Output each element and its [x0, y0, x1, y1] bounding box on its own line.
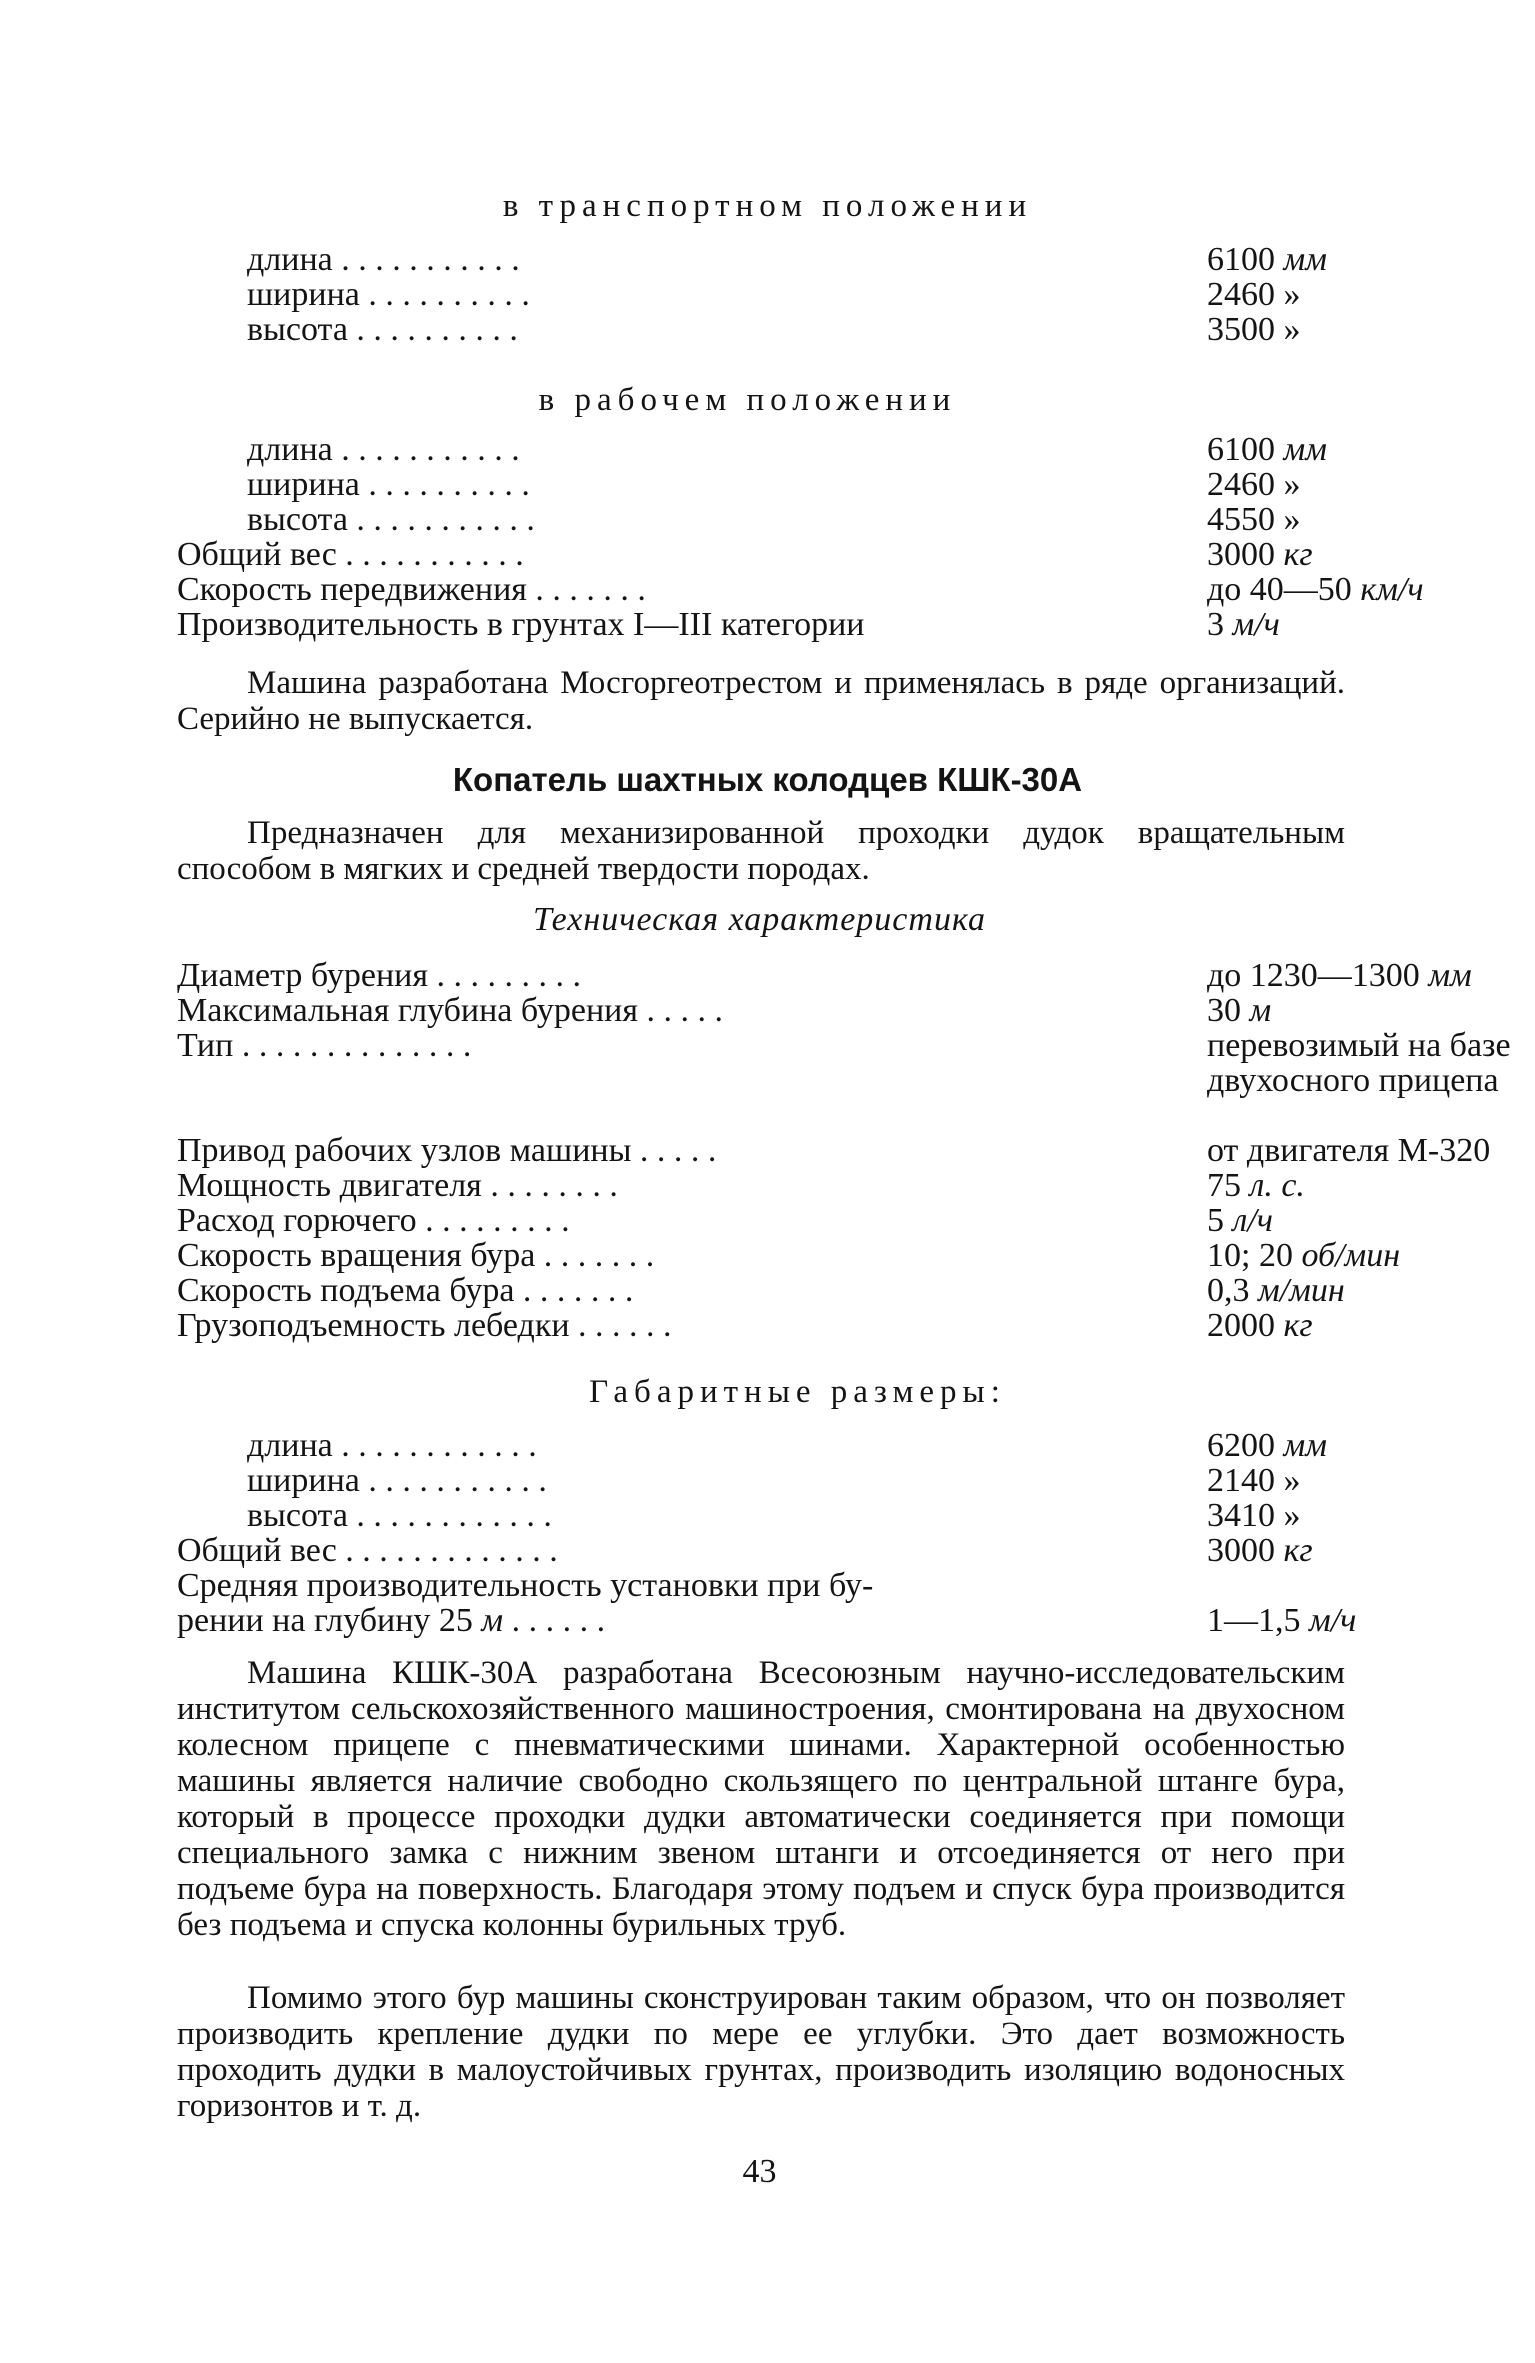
spec-label: высота . . . . . . . . . .: [247, 311, 518, 348]
spec-value: [1207, 1168, 1305, 1203]
spec-label: ширина . . . . . . . . . .: [247, 276, 530, 313]
tech-spec-list: [177, 957, 1511, 1344]
value-number: 6200: [1207, 1427, 1275, 1464]
value-unit: л/ч: [1232, 1202, 1273, 1239]
value-number: 1—1,5: [1207, 1602, 1301, 1639]
spec-value: [1207, 1308, 1313, 1343]
spec-row: [177, 1463, 1377, 1498]
value-unit: »: [1283, 466, 1301, 503]
value-unit: »: [1283, 311, 1301, 348]
value-unit: мм: [1428, 957, 1472, 994]
spec-label: Средняя производительность установки при бу-: [177, 1567, 874, 1604]
spec-label: длина . . . . . . . . . . .: [247, 431, 520, 468]
spec-value: [1207, 1273, 1345, 1308]
spec-label: Диаметр бурения . . . . . . . . .: [177, 957, 581, 994]
value-number: 30: [1207, 992, 1241, 1029]
value-unit: »: [1283, 276, 1301, 313]
spec-value: [1207, 1203, 1273, 1238]
spec-row: [177, 1027, 1511, 1133]
value-number: 10; 20: [1207, 1237, 1293, 1274]
value-number: 3410: [1207, 1497, 1275, 1534]
value-number: 2460: [1207, 276, 1275, 313]
value-number: до 1230—1300: [1207, 957, 1420, 994]
value-unit: кг: [1283, 1532, 1313, 1569]
spec-row: [177, 312, 1377, 347]
spec-row: [177, 502, 1377, 537]
page-number: 43: [742, 2153, 777, 2190]
value-unit: мм: [1283, 241, 1327, 278]
working-heading: в рабочем положении: [538, 382, 957, 418]
label-leader: . . . . . .: [503, 1602, 606, 1639]
spec-value: [1207, 572, 1424, 607]
value-number: до 40—50: [1207, 571, 1352, 608]
spec-label: Скорость подъема бура . . . . . . .: [177, 1272, 634, 1309]
value-number: 4550: [1207, 501, 1275, 538]
paragraph-origin: Машина разработана Мосгоргеотрестом и применялась в ряде организаций. Серийно не выпускается.: [177, 665, 1345, 737]
spec-label: Общий вес . . . . . . . . . . .: [177, 536, 524, 573]
spec-row: [177, 1533, 1377, 1568]
spec-row: [177, 1132, 1491, 1169]
spec-label: Максимальная глубина бурения . . . . .: [177, 992, 723, 1029]
spec-row: [177, 1168, 1377, 1203]
value-number: 2000: [1207, 1307, 1275, 1344]
spec-label: высота . . . . . . . . . . . .: [247, 1497, 552, 1534]
paragraph-purpose: Предназначен для механизированной проходки дудок вращательным способом в мягких и средней твердости породах.: [177, 815, 1345, 887]
spec-label: Общий вес . . . . . . . . . . . . .: [177, 1532, 558, 1569]
section-title: Копатель шахтных колодцев КШК-30А: [452, 761, 1083, 798]
spec-label: Скорость вращения бура . . . . . . .: [177, 1237, 655, 1274]
spec-label: длина . . . . . . . . . . .: [247, 241, 520, 278]
value-unit: кг: [1283, 1307, 1313, 1344]
value-unit: км/ч: [1360, 571, 1424, 608]
value-unit: мм: [1283, 431, 1327, 468]
value-number: 6100: [1207, 431, 1275, 468]
label-unit: м: [481, 1602, 504, 1639]
value-number: 2460: [1207, 466, 1275, 503]
spec-row: [177, 571, 1424, 608]
spec-label: Производительность в грунтах I—III категории: [177, 606, 865, 643]
transport-spec-list: [177, 242, 1377, 347]
value-number: 3: [1207, 606, 1224, 643]
spec-label: длина . . . . . . . . . . . .: [247, 1427, 537, 1464]
spec-row: [177, 467, 1377, 502]
value-number: 75: [1207, 1167, 1241, 1204]
spec-label: ширина . . . . . . . . . .: [247, 466, 530, 503]
spec-row: [177, 1568, 1377, 1603]
spec-row: [177, 993, 1377, 1028]
spec-row: [177, 607, 1377, 642]
spec-row: [177, 432, 1377, 467]
spec-value: [1207, 432, 1327, 467]
spec-value: [1207, 958, 1472, 993]
spec-row: [177, 242, 1377, 277]
spec-value: перевозимый на базе двухосного прицепа: [1207, 1027, 1511, 1099]
spec-row: [177, 1428, 1377, 1463]
spec-label: Тип . . . . . . . . . . . . . .: [177, 1027, 472, 1064]
value-unit: кг: [1283, 536, 1313, 573]
spec-row: [177, 1237, 1401, 1274]
spec-value: [1207, 277, 1301, 312]
spec-value: [1207, 242, 1327, 277]
spec-label: Привод рабочих узлов машины . . . . .: [177, 1132, 717, 1169]
dimensions-heading: Габаритные размеры:: [589, 1374, 1006, 1410]
value-unit: м/ч: [1232, 606, 1280, 643]
value-unit: об/мин: [1301, 1237, 1401, 1274]
value-unit: »: [1283, 1497, 1301, 1534]
spec-row: [177, 1603, 1377, 1638]
value-unit: мм: [1283, 1427, 1327, 1464]
spec-label: [177, 1603, 605, 1638]
value-unit: м: [1249, 992, 1272, 1029]
spec-value: [1207, 1603, 1356, 1638]
spec-value: [1207, 502, 1301, 537]
spec-row: [177, 1273, 1377, 1308]
spec-label: Мощность двигателя . . . . . . . .: [177, 1167, 618, 1204]
spec-value: [1207, 1463, 1301, 1498]
spec-value: [1207, 467, 1301, 502]
spec-label: высота . . . . . . . . . . .: [247, 501, 535, 538]
value-unit: л. с.: [1249, 1167, 1305, 1204]
value-number: 3000: [1207, 536, 1275, 573]
spec-value: [1207, 993, 1271, 1028]
spec-row: [177, 1498, 1377, 1533]
spec-label: ширина . . . . . . . . . . .: [247, 1462, 547, 1499]
label-text: рении на глубину 25: [177, 1602, 473, 1639]
spec-label: Скорость передвижения . . . . . . .: [177, 571, 646, 608]
value-number: 2140: [1207, 1462, 1275, 1499]
spec-row: [177, 537, 1377, 572]
tech-characteristics-heading: Техническая характеристика: [532, 901, 987, 938]
spec-value: от двигателя М-320: [1207, 1132, 1491, 1169]
value-number: 6100: [1207, 241, 1275, 278]
spec-value: [1207, 537, 1313, 572]
spec-row: [177, 957, 1472, 994]
spec-label: Расход горючего . . . . . . . . .: [177, 1202, 570, 1239]
value-unit: м/ч: [1309, 1602, 1357, 1639]
paragraph-features: Помимо этого бур машины сконструирован таким образом, что он позволяет производить крепление дудки по мере ее углубки. Это дает возможность проходить дудки в малоустойчивых грунтах, производить изоляцию водоносных горизонтов и т. д.: [177, 1980, 1345, 2124]
value-unit: »: [1283, 1462, 1301, 1499]
dimensions-spec-list: [177, 1428, 1377, 1638]
value-number: 3500: [1207, 311, 1275, 348]
spec-row: [177, 1308, 1377, 1343]
value-unit: м/мин: [1258, 1272, 1345, 1309]
spec-value: [1207, 607, 1280, 642]
spec-row: [177, 1203, 1377, 1238]
spec-value: [1207, 1533, 1313, 1568]
spec-value: [1207, 1238, 1400, 1273]
value-number: 5: [1207, 1202, 1224, 1239]
paragraph-description: Машина КШК-30А разработана Всесоюзным научно-исследовательским институтом сельскохозяйственного машиностроения, смонтирована на двухосном колесном прицепе с пневматическими шинами. Характерной особенностью машины является наличие свободно скользящего по центральной штанге бура, который в процессе проходки дудки автоматически соединяется при помощи специального замка с нижним звеном штанги и отсоединяется от него при подъеме бура на поверхность. Благодаря этому подъем и спуск бура производится без подъема и спуска колонны бурильных труб.: [177, 1655, 1345, 1943]
spec-value: [1207, 1428, 1327, 1463]
value-number: 3000: [1207, 1532, 1275, 1569]
value-unit: »: [1283, 501, 1301, 538]
spec-value: [1207, 1498, 1301, 1533]
spec-label: Грузоподъемность лебедки . . . . . .: [177, 1307, 672, 1344]
spec-value: [1207, 312, 1301, 347]
working-spec-list: [177, 431, 1424, 643]
transport-heading: в транспортном положении: [502, 188, 1033, 224]
spec-row: [177, 277, 1377, 312]
value-number: 0,3: [1207, 1272, 1250, 1309]
